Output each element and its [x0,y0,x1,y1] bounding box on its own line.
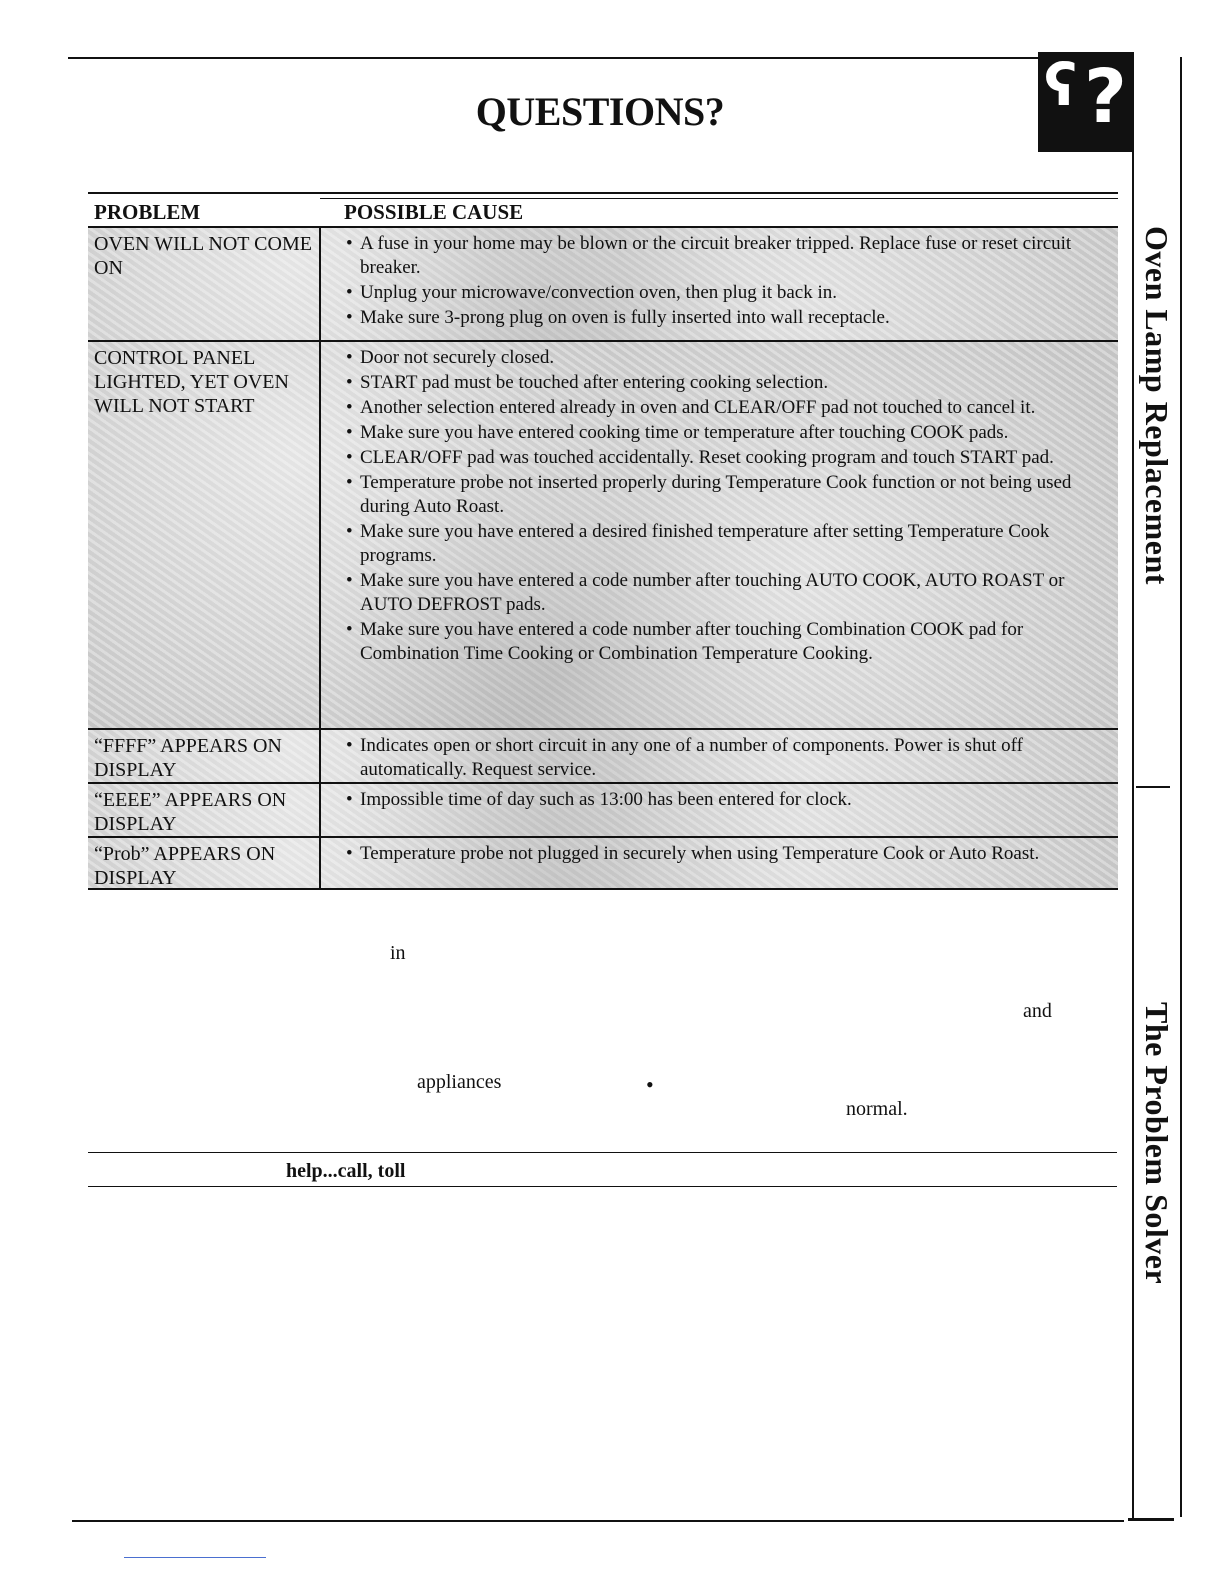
cause-item: • Make sure you have entered cooking time or temperature after touching COOK pads. [342,421,1112,445]
cause-item: • Indicates open or short circuit in any one of a number of components. Power is shut off automatically. Request service. [342,734,1112,782]
bottom-rule [72,1520,1124,1522]
cause-item: • Impossible time of day such as 13:00 has been entered for clock. [342,788,1112,812]
column-divider [319,342,321,728]
help-bottom-rule [88,1186,1117,1187]
text-fragment-and: and [1023,1000,1052,1022]
problem-cell: “FFFF” APPEARS ON DISPLAY [94,735,282,781]
problem-cell: CONTROL PANEL LIGHTED, YET OVEN WILL NOT START [94,347,289,417]
text-fragment-in: in [390,942,406,964]
side-tab-problem-solver: The Problem Solver [1139,1002,1175,1285]
cause-item: • Unplug your microwave/convection oven, then plug it back in. [342,281,1112,305]
table-top-rule [88,192,1118,194]
table-row-oven-will-not-come-on [88,226,1118,340]
column-divider [319,228,321,340]
cause-item: • Make sure you have entered a desired finished temperature after setting Temperature Cook programs. [342,520,1112,568]
cause-item: • Another selection entered already in oven and CLEAR/OFF pad not touched to cancel it. [342,396,1112,420]
cause-cell [342,734,1112,783]
table-row-ffff-appears [88,728,1118,782]
side-border [1180,57,1182,1517]
footer-link-underline [124,1557,266,1558]
cause-item: • A fuse in your home may be blown or the circuit breaker tripped. Replace fuse or reset circuit breaker. [342,232,1112,280]
side-tab-border [1132,150,1134,1520]
column-divider [319,838,321,888]
question-icon-right-glyph: ? [1084,54,1127,140]
table-row-prob-appears [88,836,1118,890]
cause-item: • START pad must be touched after entering cooking selection. [342,371,1112,395]
problem-cell: OVEN WILL NOT COME ON [94,233,312,279]
cause-cell [342,346,1112,667]
table-row-control-panel-lighted [88,340,1118,728]
table-header-rule [320,198,1118,199]
cause-cell [342,232,1112,331]
table-row-eeee-appears [88,782,1118,836]
question-icon-left-glyph: ʕ [1044,51,1078,119]
help-top-rule [88,1152,1117,1153]
column-divider [319,784,321,836]
top-rule [68,57,1114,59]
text-fragment-bullet: • [646,1072,654,1097]
cause-item: • Door not securely closed. [342,346,1112,370]
side-tab-bottom [1128,1518,1174,1521]
question-icon [1038,52,1134,152]
help-text: help...call, toll [286,1160,406,1182]
problem-cell: “EEEE” APPEARS ON DISPLAY [94,789,287,835]
cause-item: • Temperature probe not plugged in securely when using Temperature Cook or Auto Roast. [342,842,1112,866]
page-title: QUESTIONS? [475,89,725,134]
text-fragment-appliances: appliances [417,1071,502,1093]
cause-item: • Make sure you have entered a code number after touching Combination COOK pad for Combination Time Cooking or Combination Temperature Cooking. [342,618,1112,666]
problem-cell: “Prob” APPEARS ON DISPLAY [94,843,276,889]
header-possible-cause: POSSIBLE CAUSE [344,200,524,224]
text-fragment-normal: normal. [846,1098,908,1120]
cause-item: • Make sure 3-prong plug on oven is fully inserted into wall receptacle. [342,306,1112,330]
cause-cell [342,842,1112,867]
side-tab-oven-lamp-replacement: Oven Lamp Replacement [1139,226,1175,585]
cause-cell [342,788,1112,813]
header-problem: PROBLEM [94,200,201,224]
cause-item: • Make sure you have entered a code number after touching AUTO COOK, AUTO ROAST or AUTO DEFROST pads. [342,569,1112,617]
column-divider [319,730,321,782]
side-tab-divider [1136,786,1170,788]
cause-item: • CLEAR/OFF pad was touched accidentally. Reset cooking program and touch START pad. [342,446,1112,470]
cause-item: • Temperature probe not inserted properly during Temperature Cook function or not being used during Auto Roast. [342,471,1112,519]
